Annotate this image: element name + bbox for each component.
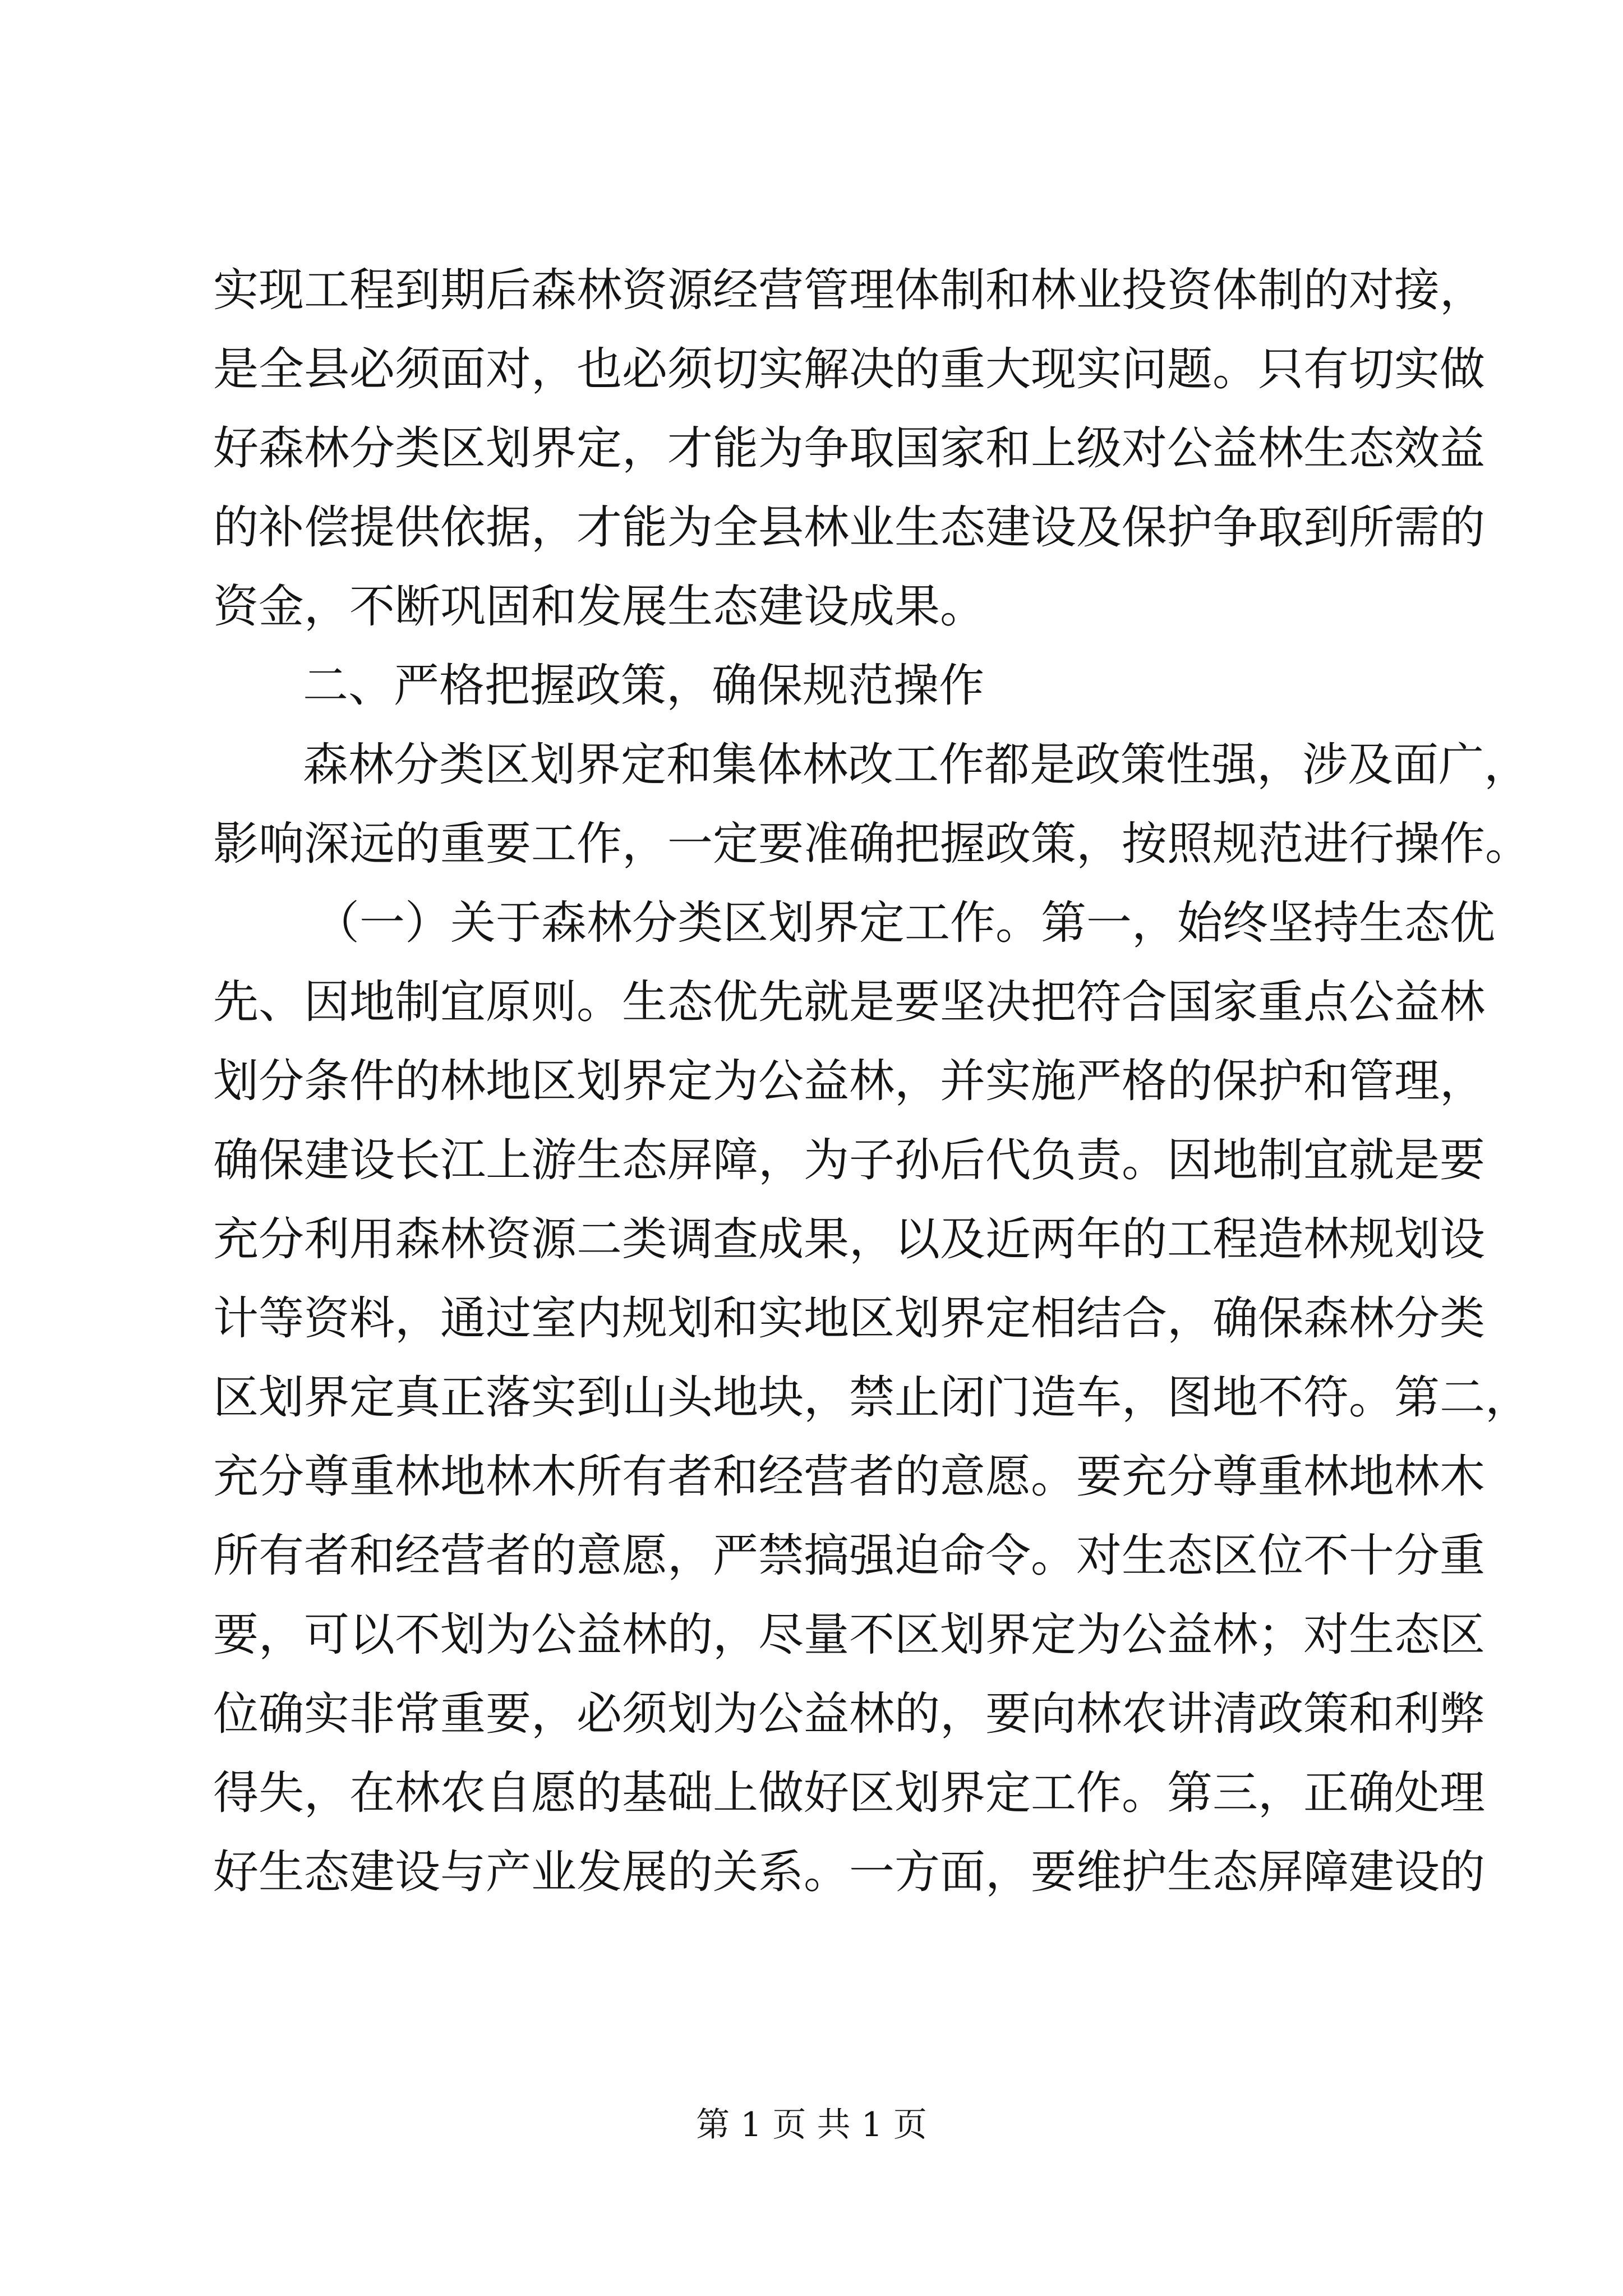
body-line: 区划界定真正落实到山头地块，禁止闭门造车，图地不符。第二， xyxy=(213,1372,1531,1424)
body-line: 划分条件的林地区划界定为公益林，并实施严格的保护和管理， xyxy=(213,1055,1486,1108)
body-line: 确保建设长江上游生态屏障，为子孙后代负责。因地制宜就是要 xyxy=(213,1134,1486,1187)
body-line: 计等资料，通过室内规划和实地区划界定相结合，确保森林分类 xyxy=(213,1292,1486,1345)
page-number-footer: 第 1 页 共 1 页 xyxy=(696,2105,927,2145)
body-line: 得失，在林农自愿的基础上做好区划界定工作。第三，正确处理 xyxy=(213,1767,1486,1820)
body-line: 实现工程到期后森林资源经营管理体制和林业投资体制的对接， xyxy=(213,264,1486,317)
body-line: 的补偿提供依据，才能为全县林业生态建设及保护争取到所需的 xyxy=(213,501,1486,554)
body-line: 影响深远的重要工作，一定要准确把握政策，按照规范进行操作。 xyxy=(213,818,1531,871)
body-line: 资金，不断巩固和发展生态建设成果。 xyxy=(213,581,986,633)
section-heading: 二、严格把握政策，确保规范操作 xyxy=(303,660,985,712)
body-line: 好生态建设与产业发展的关系。一方面，要维护生态屏障建设的 xyxy=(213,1846,1486,1899)
body-line: 先、因地制宜原则。生态优先就是要坚决把符合国家重点公益林 xyxy=(213,976,1486,1029)
body-line: 充分利用森林资源二类调查成果，以及近两年的工程造林规划设 xyxy=(213,1213,1486,1266)
body-line: 好森林分类区划界定，才能为争取国家和上级对公益林生态效益 xyxy=(213,422,1486,475)
body-line: 所有者和经营者的意愿，严禁搞强迫命令。对生态区位不十分重 xyxy=(213,1530,1486,1582)
body-line: 是全县必须面对，也必须切实解决的重大现实问题。只有切实做 xyxy=(213,343,1486,396)
body-line: 充分尊重林地林木所有者和经营者的意愿。要充分尊重林地林木 xyxy=(213,1451,1486,1503)
paragraph-first-line: 森林分类区划界定和集体林改工作都是政策性强，涉及面广， xyxy=(303,739,1530,792)
body-line: 要，可以不划为公益林的，尽量不区划界定为公益林；对生态区 xyxy=(213,1609,1486,1662)
subsection-first-line: （一）关于森林分类区划界定工作。第一，始终坚持生态优 xyxy=(314,897,1496,950)
body-line: 位确实非常重要，必须划为公益林的，要向林农讲清政策和利弊 xyxy=(213,1688,1486,1741)
document-body xyxy=(213,251,1531,1912)
